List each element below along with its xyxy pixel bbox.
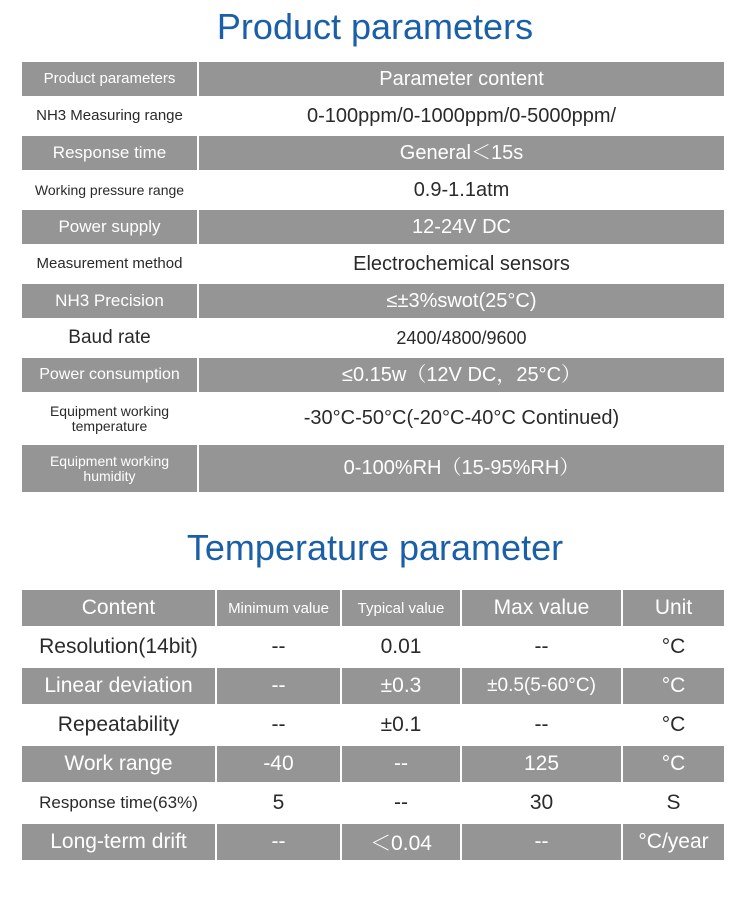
parameter-name: Power consumption bbox=[22, 358, 197, 392]
table-cell: °C bbox=[623, 668, 724, 704]
parameter-value: -30°C-50°C(-20°C-40°C Continued) bbox=[199, 395, 724, 442]
table-cell: Repeatability bbox=[22, 707, 215, 743]
parameter-name: NH3 Precision bbox=[22, 284, 197, 318]
parameter-name: Measurement method bbox=[22, 247, 197, 281]
parameter-value: 0-100ppm/0-1000ppm/0-5000ppm/ bbox=[199, 99, 724, 133]
table-cell: ＜0.04 bbox=[342, 824, 460, 860]
table-cell: Work range bbox=[22, 746, 215, 782]
table-cell: -- bbox=[462, 824, 621, 860]
table-row bbox=[22, 629, 724, 665]
table-cell: °C bbox=[623, 629, 724, 665]
parameter-name: Power supply bbox=[22, 210, 197, 244]
table-cell: ±0.1 bbox=[342, 707, 460, 743]
table-row bbox=[22, 173, 724, 207]
product-parameters-table bbox=[22, 62, 724, 492]
table-row bbox=[22, 445, 724, 492]
table-cell: 30 bbox=[462, 785, 621, 821]
header-cell: Content bbox=[22, 590, 215, 626]
parameter-name: Working pressure range bbox=[22, 173, 197, 207]
table-cell: Response time(63%) bbox=[22, 785, 215, 821]
header-cell: Product parameters bbox=[22, 62, 197, 96]
table-row bbox=[22, 99, 724, 133]
table-cell: ±0.3 bbox=[342, 668, 460, 704]
parameter-value: ≤0.15w（12V DC，25°C） bbox=[199, 358, 724, 392]
table-cell: -- bbox=[462, 629, 621, 665]
parameter-name: Baud rate bbox=[22, 321, 197, 355]
table-cell: -- bbox=[217, 707, 340, 743]
parameter-value: 0.9-1.1atm bbox=[199, 173, 724, 207]
table-row bbox=[22, 210, 724, 244]
table-cell: °C bbox=[623, 746, 724, 782]
table-cell: -- bbox=[217, 629, 340, 665]
temperature-parameter-title: Temperature parameter bbox=[186, 527, 564, 568]
table-cell: ±0.5(5-60°C) bbox=[462, 668, 621, 704]
header-cell: Typical value bbox=[342, 590, 460, 626]
table-cell: -- bbox=[217, 824, 340, 860]
parameter-name: Response time bbox=[22, 136, 197, 170]
table-cell: 0.01 bbox=[342, 629, 460, 665]
table-row bbox=[22, 321, 724, 355]
table-row bbox=[22, 358, 724, 392]
table-cell: -- bbox=[217, 668, 340, 704]
table-header-row bbox=[22, 62, 724, 96]
parameter-name: Equipment working humidity bbox=[22, 445, 197, 492]
table-row bbox=[22, 284, 724, 318]
header-cell: Minimum value bbox=[217, 590, 340, 626]
table-row bbox=[22, 746, 724, 782]
table-cell: Resolution(14bit) bbox=[22, 629, 215, 665]
table-row bbox=[22, 707, 724, 743]
parameter-value: ≤±3%swot(25°C) bbox=[199, 284, 724, 318]
table-cell: S bbox=[623, 785, 724, 821]
table-cell: °C bbox=[623, 707, 724, 743]
parameter-name: NH3 Measuring range bbox=[22, 99, 197, 133]
table-cell: -- bbox=[342, 785, 460, 821]
header-cell: Parameter content bbox=[199, 62, 724, 96]
product-parameters-title: Product parameters bbox=[216, 6, 534, 47]
table-row bbox=[22, 136, 724, 170]
temperature-parameter-table bbox=[22, 590, 724, 863]
table-header-row bbox=[22, 590, 724, 626]
table-row bbox=[22, 247, 724, 281]
table-cell: -- bbox=[342, 746, 460, 782]
table-row bbox=[22, 668, 724, 704]
table-cell: Linear deviation bbox=[22, 668, 215, 704]
table-cell: 5 bbox=[217, 785, 340, 821]
table-cell: °C/year bbox=[623, 824, 724, 860]
table-row bbox=[22, 395, 724, 442]
table-cell: Long-term drift bbox=[22, 824, 215, 860]
table-row bbox=[22, 824, 724, 860]
table-cell: -40 bbox=[217, 746, 340, 782]
parameter-value: 2400/4800/9600 bbox=[199, 321, 724, 355]
parameter-value: 0-100%RH（15-95%RH） bbox=[199, 445, 724, 492]
parameter-value: Electrochemical sensors bbox=[199, 247, 724, 281]
table-row bbox=[22, 785, 724, 821]
parameter-value: General＜15s bbox=[199, 136, 724, 170]
table-cell: 125 bbox=[462, 746, 621, 782]
parameter-value: 12-24V DC bbox=[199, 210, 724, 244]
table-cell: -- bbox=[462, 707, 621, 743]
parameter-name: Equipment working temperature bbox=[22, 395, 197, 442]
header-cell: Unit bbox=[623, 590, 724, 626]
header-cell: Max value bbox=[462, 590, 621, 626]
